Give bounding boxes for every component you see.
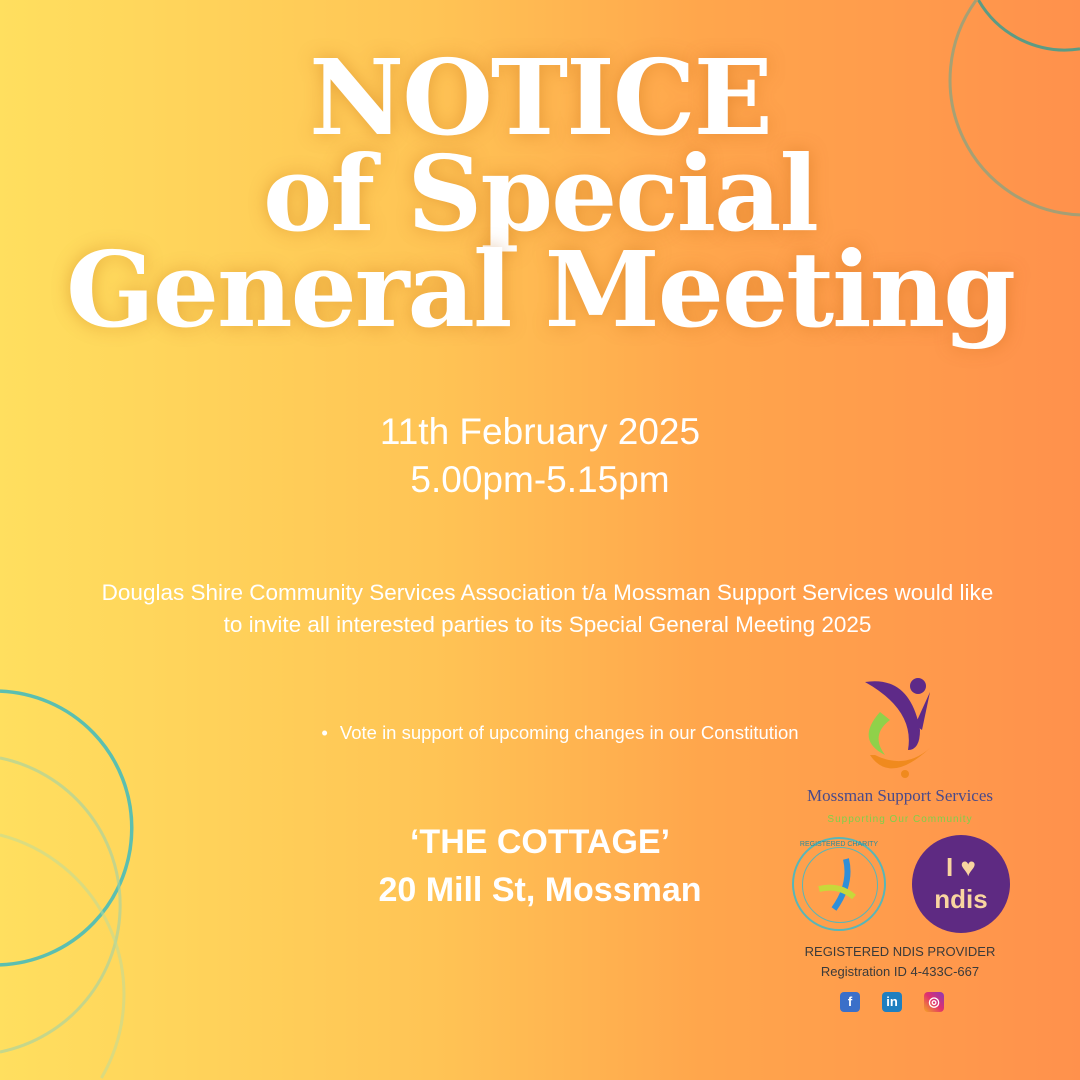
title-line: of Special (262, 132, 818, 255)
ndis-badge (912, 835, 1010, 933)
facebook-icon[interactable]: f (840, 992, 860, 1012)
ndis-provider-label: REGISTERED NDIS PROVIDER (804, 944, 996, 959)
social-links (840, 992, 944, 1012)
page-title (0, 36, 1080, 351)
agenda-item: • Vote in support of upcoming changes in our Constitution (320, 720, 800, 745)
decorative-arc (0, 758, 120, 1052)
mossman-logo-icon (780, 670, 1020, 785)
registration-id: Registration ID 4-433C-667 (820, 964, 980, 979)
decorative-arc (0, 691, 132, 965)
description: Douglas Shire Community Services Association t/a Mossman Support Services would like to invite all interested parties to its Special General Meeting 2025 (101, 580, 994, 637)
registered-charity-badge (792, 837, 886, 931)
title-line: NOTICE (309, 36, 771, 159)
venue (290, 818, 790, 914)
event-time: 5.00pm-5.15pm (410, 459, 670, 500)
venue-address: 20 Mill St, Mossman (378, 871, 702, 909)
org-tagline: Supporting Our Community (827, 814, 973, 825)
agenda-list (320, 720, 800, 745)
linkedin-icon[interactable]: in (882, 992, 902, 1012)
event-datetime (0, 408, 1080, 504)
title-line: General Meeting (66, 228, 1014, 351)
charity-badge-text: REGISTERED CHARITY (799, 841, 879, 848)
event-date: 11th February 2025 (379, 411, 701, 452)
decorative-arc (978, 0, 1080, 50)
decorative-arc (0, 835, 124, 1078)
venue-name: ‘THE COTTAGE’ (409, 823, 671, 861)
ndis-badge-text: I ♥ ndis (934, 852, 988, 914)
org-name: Mossman Support Services (806, 786, 994, 805)
instagram-icon[interactable]: ◎ (924, 992, 944, 1012)
